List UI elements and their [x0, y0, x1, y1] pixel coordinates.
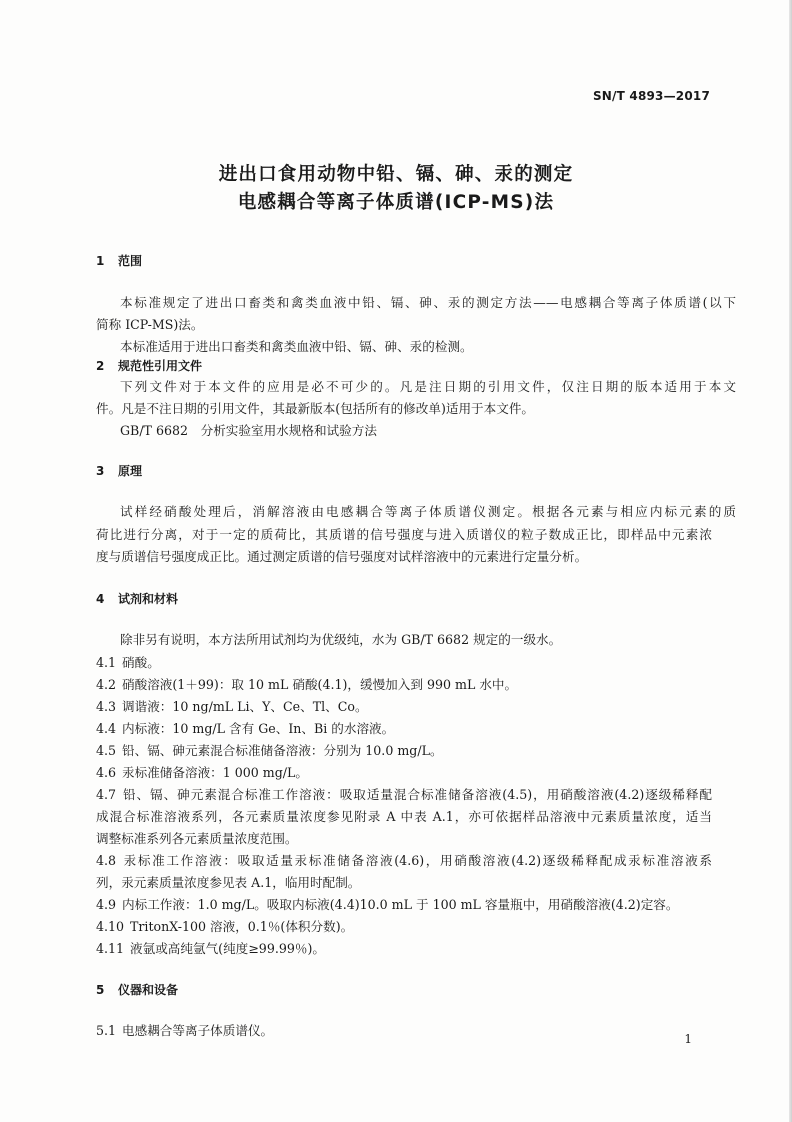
- clause-item-continuation: 成混合标准溶液系列，各元素质量浓度参见附录 A 中表 A.1，亦可依据样品溶液中元素质量浓度，适当: [96, 809, 712, 824]
- section-heading-3: 3 原理: [96, 464, 143, 478]
- clause-item: 4.3 调谐液：10 ng/mL Li、Y、Ce、Tl、Co。: [96, 699, 368, 714]
- clause-item: 4.1 硝酸。: [96, 655, 160, 670]
- standard-number: SN/T 4893—2017: [592, 89, 710, 103]
- clause-item: 4.5 铅、镉、砷元素混合标准储备溶液：分别为 10.0 mg/L。: [96, 743, 443, 758]
- section-heading-1: 1 范围: [96, 254, 143, 268]
- clause-item: 4.11 液氩或高纯氩气(纯度≥99.99％)。: [96, 941, 325, 956]
- clause-item: 4.8 汞标准工作溶液：吸取适量汞标准储备溶液(4.6)，用硝酸溶液(4.2)逐级稀释配成汞标准溶液系: [96, 853, 712, 868]
- section-2-paragraph-line: 下列文件对于本文件的应用是必不可少的。凡是注日期的引用文件，仅注日期的版本适用于本文: [120, 379, 736, 394]
- section-4-intro: 除非另有说明，本方法所用试剂均为优级纯，水为 GB/T 6682 规定的一级水。: [120, 632, 562, 647]
- section-2-paragraph-line: 件。凡是不注日期的引用文件，其最新版本(包括所有的修改单)适用于本文件。: [96, 401, 535, 416]
- page-number: 1: [684, 1032, 692, 1046]
- section-heading-4: 4 试剂和材料: [96, 592, 179, 606]
- document-title-line2: 电感耦合等离子体质谱(ICP-MS)法: [237, 192, 555, 213]
- clause-item-continuation: 调整标准系列各元素质量浓度范围。: [96, 831, 298, 846]
- section-3-paragraph-line: 荷比进行分离，对于一定的质荷比，其质谱的信号强度与进入质谱仪的粒子数成正比，即样品中元素浓: [96, 527, 712, 542]
- clause-item: 5.1 电感耦合等离子体质谱仪。: [96, 1023, 274, 1038]
- clause-item-continuation: 列，汞元素质量浓度参见表 A.1，临用时配制。: [96, 875, 361, 890]
- normative-reference: GB/T 6682 分析实验室用水规格和试验方法: [120, 423, 377, 438]
- section-1-paragraph-line: 简称 ICP-MS)法。: [96, 317, 204, 332]
- section-1-paragraph-line: 本标准适用于进出口畜类和禽类血液中铅、镉、砷、汞的检测。: [120, 339, 473, 354]
- section-3-paragraph-line: 试样经硝酸处理后，消解溶液由电感耦合等离子体质谱仪测定。根据各元素与相应内标元素的质: [120, 504, 736, 519]
- clause-item: 4.4 内标液：10 mg/L 含有 Ge、In、Bi 的水溶液。: [96, 721, 395, 736]
- clause-item: 4.2 硝酸溶液(1＋99)：取 10 mL 硝酸(4.1)，缓慢加入到 990 mL 水中。: [96, 677, 518, 692]
- document-title-line1: 进出口食用动物中铅、镉、砷、汞的测定: [218, 164, 574, 185]
- clause-item: 4.10 TritonX-100 溶液，0.1％(体积分数)。: [96, 919, 354, 934]
- clause-item: 4.7 铅、镉、砷元素混合标准工作溶液：吸取适量混合标准储备溶液(4.5)，用硝酸溶液(4.2)逐级稀释配: [96, 787, 712, 802]
- section-3-paragraph-line: 度与质谱信号强度成正比。通过测定质谱的信号强度对试样溶液中的元素进行定量分析。: [96, 549, 588, 564]
- section-heading-2: 2 规范性引用文件: [96, 359, 203, 373]
- clause-item: 4.9 内标工作液：1.0 mg/L。吸取内标液(4.4)10.0 mL 于 100 mL 容量瓶中，用硝酸溶液(4.2)定容。: [96, 897, 679, 912]
- section-1-paragraph-line: 本标准规定了进出口畜类和禽类血液中铅、镉、砷、汞的测定方法——电感耦合等离子体质谱(以下: [120, 295, 736, 310]
- section-heading-5: 5 仪器和设备: [96, 983, 179, 997]
- clause-item: 4.6 汞标准储备溶液：1 000 mg/L。: [96, 765, 309, 780]
